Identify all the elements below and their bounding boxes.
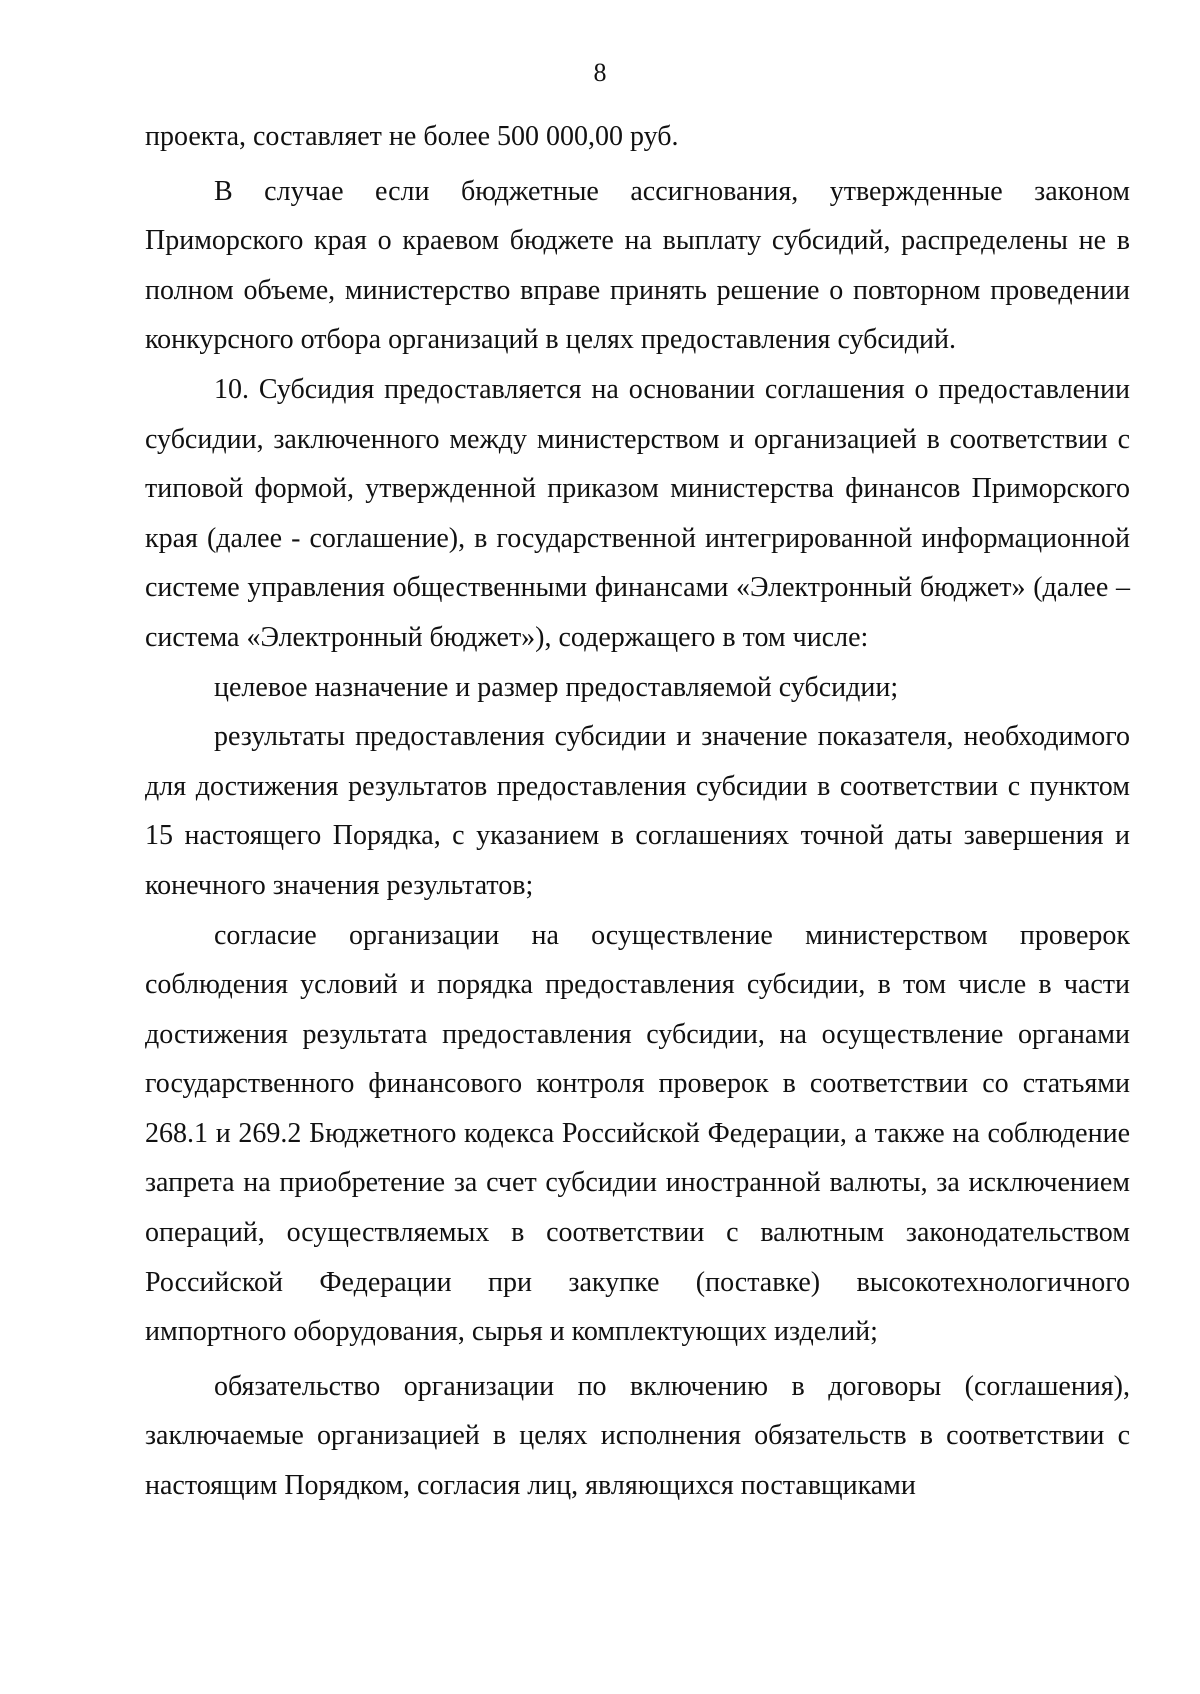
paragraph-subsidy-agreement: 10. Субсидия предоставляется на основании соглашения о предоставлении субсидии, заключенного между министерством и организацией в соответствии с типовой формой, утвержденной приказом министерства финансов Приморского края (далее - соглашение), в государственной интегрированной информационной системе управления общественными финансами «Электронный бюджет» (далее – система «Электронный бюджет»), содержащего в том числе:	[145, 373, 1130, 653]
paragraph-results: результаты предоставления субсидии и значение показателя, необходимого для достижения результатов предоставления субсидии в соответствии с пунктом 15 настоящего Порядка, с указанием в соглашениях точной даты завершения и конечного значения результатов;	[145, 721, 1130, 901]
paragraph-continuation: проекта, составляет не более 500 000,00 руб.	[145, 121, 679, 152]
paragraph-purpose-amount: целевое назначение и размер предоставляемой субсидии;	[214, 671, 899, 703]
paragraph-budget-allocation: В случае если бюджетные ассигнования, утвержденные законом Приморского края о краевом бюджете на выплату субсидий, распределены не в полном объеме, министерство вправе принять решение о повторном проведении конкурсного отбора организаций в целях предоставления субсидий.	[145, 175, 1130, 356]
paragraph-consent-checks: согласие организации на осуществление министерством проверок соблюдения условий и порядка предоставления субсидии, в том числе в части достижения результата предоставления субсидии, на осуществление органами государственного финансового контроля проверок в соответствии со статьями 268.1 и 269.2 Бюджетного кодекса Российской Федерации, а также на соблюдение запрета на приобретение за счет субсидии иностранной валюты, за исключением операций, осуществляемых в соответствии с валютным законодательством Российской Федерации при закупке (поставке) высокотехнологичного импортного оборудования, сырья и комплектующих изделий;	[145, 919, 1130, 1348]
document-body	[145, 112, 1130, 1511]
page-number: 8	[593, 58, 607, 87]
paragraph-obligation: обязательство организации по включению в договоры (соглашения), заключаемые организацией в целях исполнения обязательств в соответствии с настоящим Порядком, согласия лиц, являющихся поставщиками	[145, 1370, 1130, 1502]
